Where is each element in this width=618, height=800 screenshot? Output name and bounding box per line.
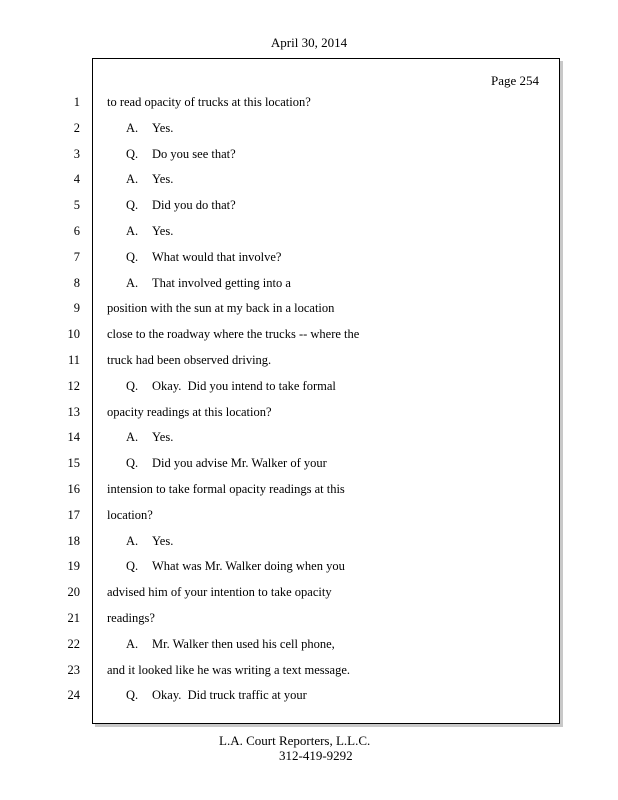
line-text: Yes. xyxy=(152,121,174,135)
line-number: 21 xyxy=(67,611,80,625)
speaker-label: Q. xyxy=(126,688,139,702)
line-text: location? xyxy=(107,508,153,522)
line-text: truck had been observed driving. xyxy=(107,353,272,367)
line-number: 15 xyxy=(67,456,80,470)
line-text: Did you do that? xyxy=(152,198,236,212)
line-text: Yes. xyxy=(152,224,174,238)
line-number: 5 xyxy=(73,198,80,212)
speaker-label: Q. xyxy=(126,198,139,212)
line-text: Yes. xyxy=(152,172,174,186)
line-text: position with the sun at my back in a location xyxy=(107,301,335,315)
line-number: 16 xyxy=(67,482,80,496)
line-number: 8 xyxy=(73,276,80,290)
line-number: 19 xyxy=(67,559,80,573)
line-text: Yes. xyxy=(152,430,174,444)
line-number: 20 xyxy=(67,585,80,599)
line-text: opacity readings at this location? xyxy=(107,405,272,419)
line-number: 6 xyxy=(73,224,80,238)
line-text: Okay. Did you intend to take formal xyxy=(152,379,336,393)
line-text: Okay. Did truck traffic at your xyxy=(152,688,307,702)
speaker-label: Q. xyxy=(126,559,139,573)
line-text: and it looked like he was writing a text message. xyxy=(107,663,350,677)
line-text: What would that involve? xyxy=(152,250,282,264)
speaker-label: A. xyxy=(126,224,139,238)
speaker-label: Q. xyxy=(126,379,139,393)
line-number: 9 xyxy=(73,301,80,315)
speaker-label: Q. xyxy=(126,456,139,470)
line-text: intension to take formal opacity readings at this xyxy=(107,482,345,496)
line-number: 24 xyxy=(67,688,80,702)
page-number: Page 254 xyxy=(490,73,539,88)
line-number: 10 xyxy=(67,327,80,341)
speaker-label: A. xyxy=(126,430,139,444)
speaker-label: A. xyxy=(126,121,139,135)
line-text: Yes. xyxy=(152,534,174,548)
speaker-label: A. xyxy=(126,172,139,186)
line-number: 2 xyxy=(73,121,80,135)
speaker-label: Q. xyxy=(126,250,139,264)
line-text: to read opacity of trucks at this location? xyxy=(107,95,311,109)
line-number: 13 xyxy=(67,405,80,419)
speaker-label: Q. xyxy=(126,147,139,161)
line-text: Mr. Walker then used his cell phone, xyxy=(152,637,335,651)
line-number: 1 xyxy=(73,95,80,109)
line-number: 23 xyxy=(67,663,80,677)
line-text: advised him of your intention to take opacity xyxy=(107,585,332,599)
line-number: 11 xyxy=(67,353,80,367)
line-number: 3 xyxy=(73,147,80,161)
speaker-label: A. xyxy=(126,276,139,290)
line-text: Did you advise Mr. Walker of your xyxy=(152,456,327,470)
line-text: close to the roadway where the trucks -- where the xyxy=(107,327,360,341)
line-text: That involved getting into a xyxy=(152,276,291,290)
footer-phone: 312-419-9292 xyxy=(279,748,353,763)
line-text: Do you see that? xyxy=(152,147,236,161)
line-number: 17 xyxy=(67,508,80,522)
speaker-label: A. xyxy=(126,637,139,651)
line-text: What was Mr. Walker doing when you xyxy=(152,559,345,573)
line-number: 14 xyxy=(67,430,80,444)
line-number: 12 xyxy=(67,379,80,393)
line-text: readings? xyxy=(107,611,155,625)
line-number: 4 xyxy=(73,172,80,186)
line-number: 22 xyxy=(67,637,80,651)
footer-company: L.A. Court Reporters, L.L.C. xyxy=(219,733,371,748)
speaker-label: A. xyxy=(126,534,139,548)
transcript-date: April 30, 2014 xyxy=(270,35,348,50)
line-number: 7 xyxy=(73,250,80,264)
line-number: 18 xyxy=(67,534,80,548)
